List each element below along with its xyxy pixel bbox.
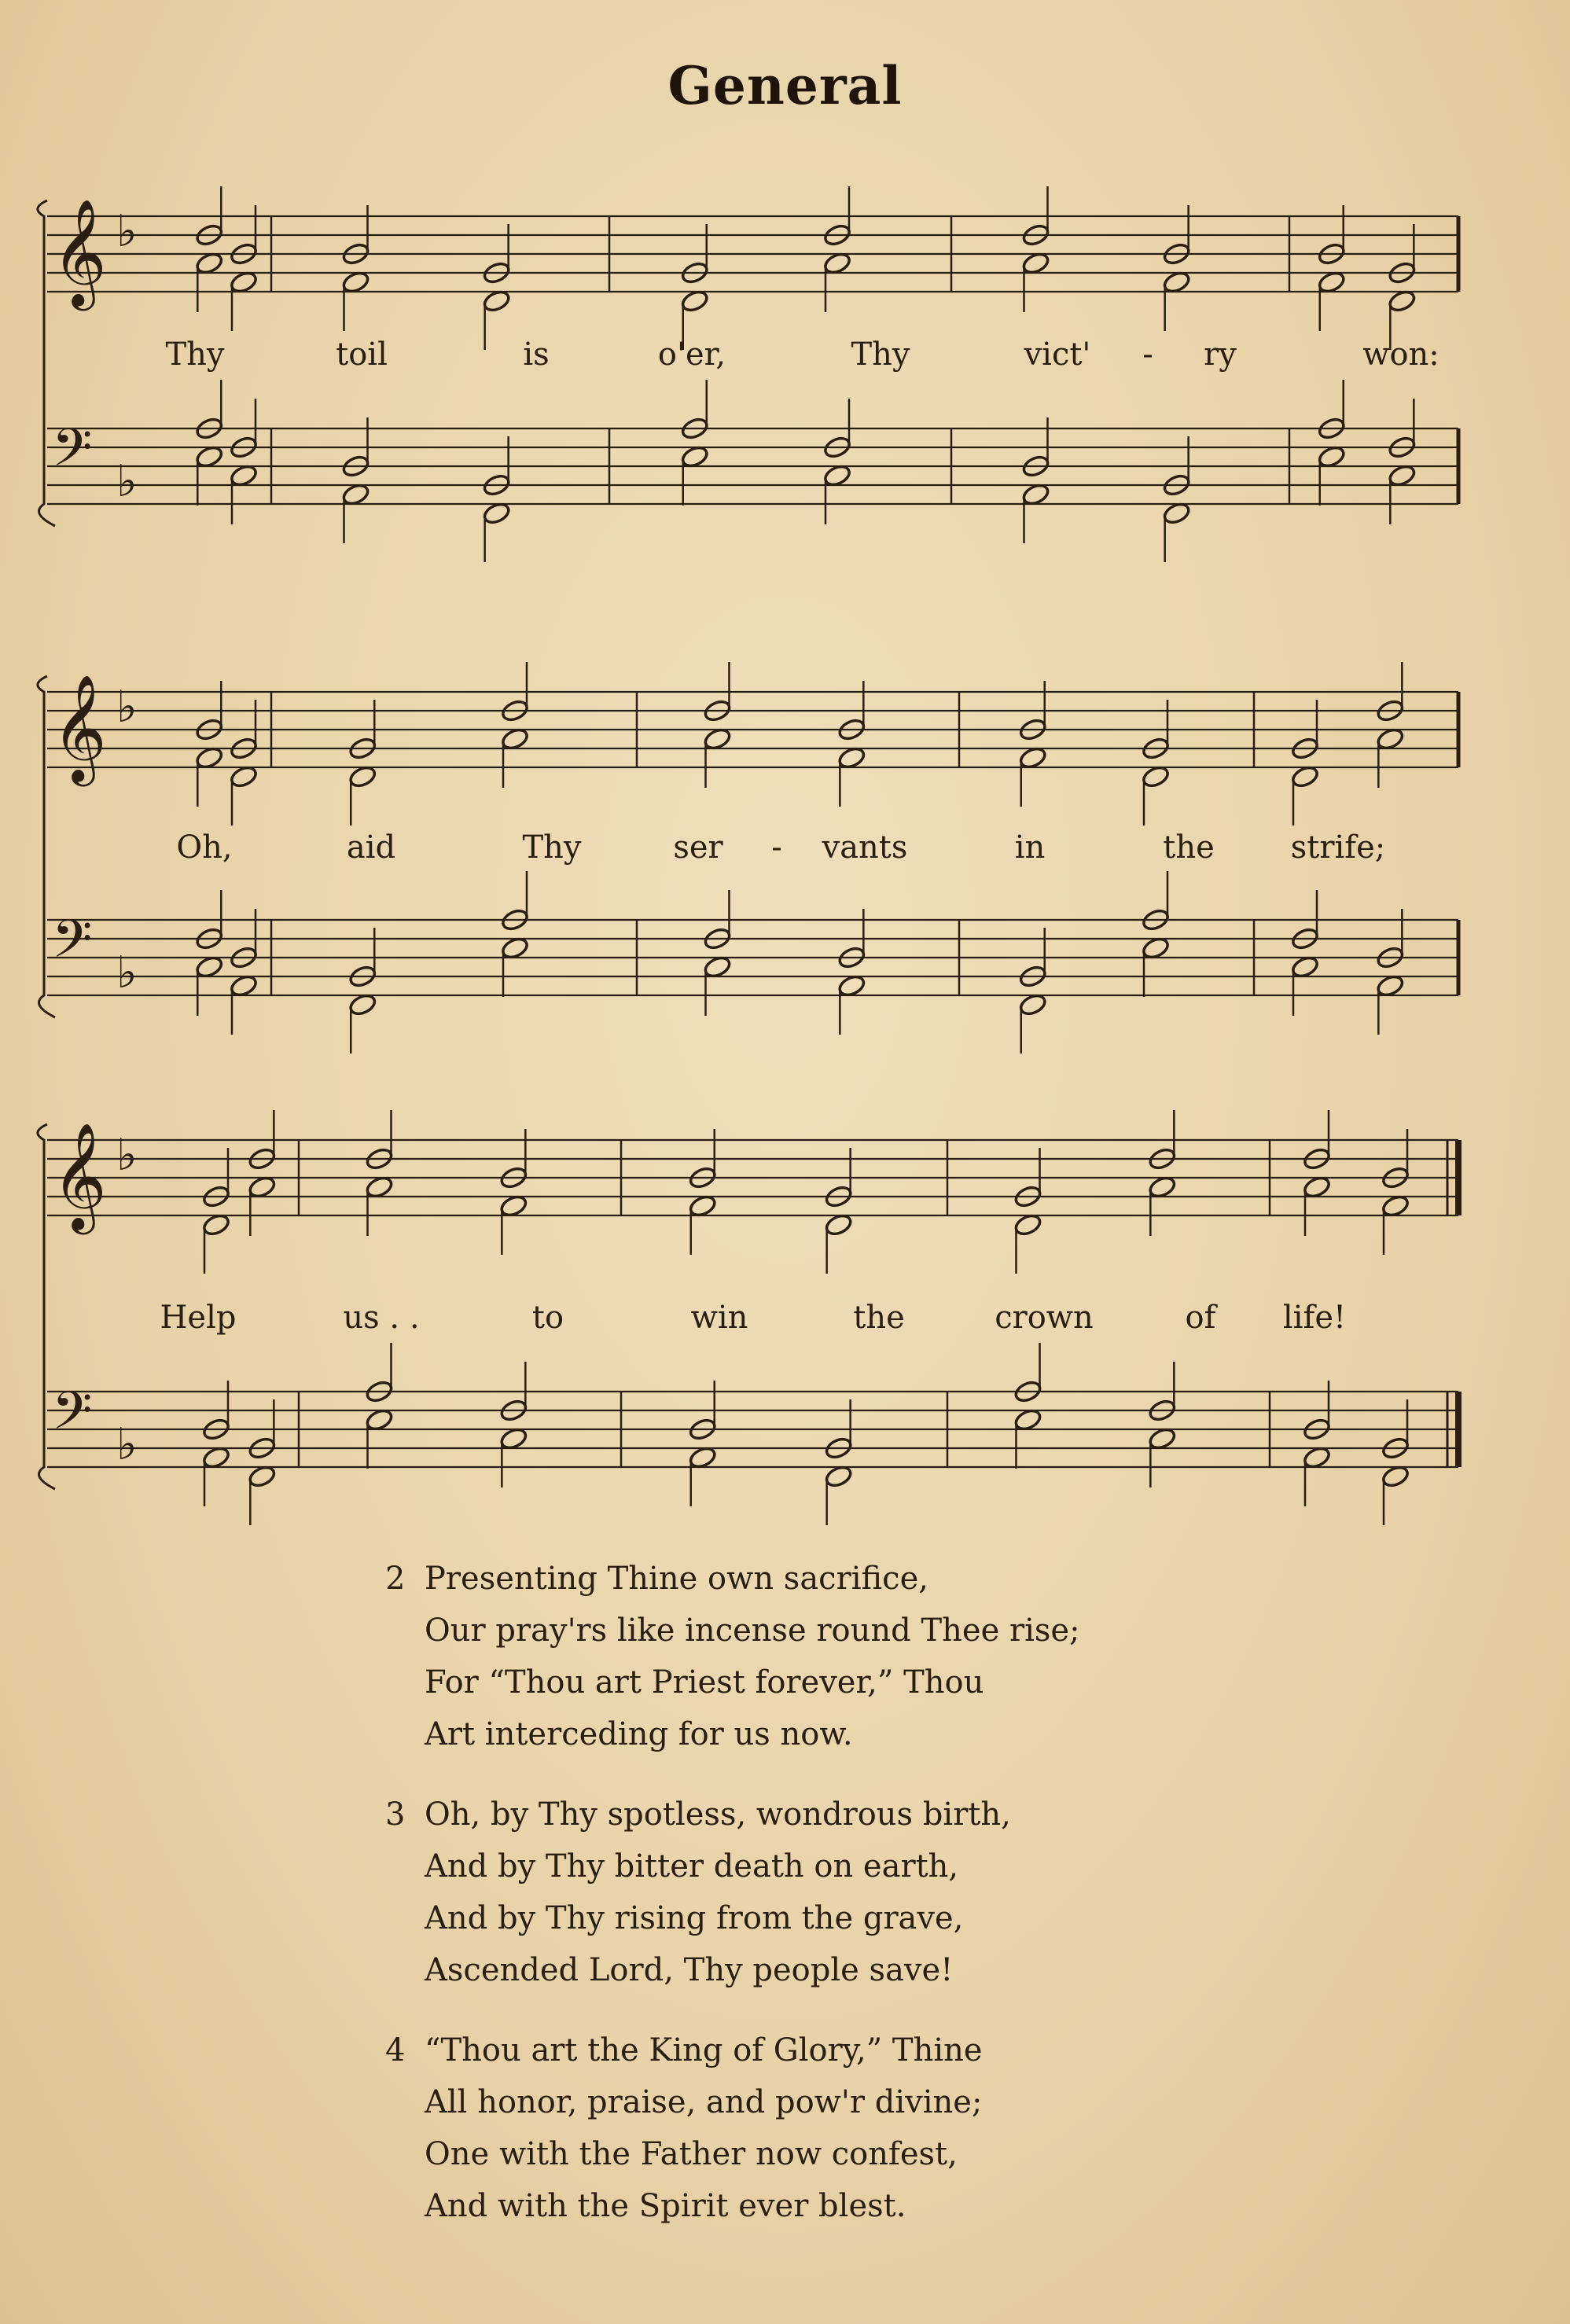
bass-clef-icon: 𝄢 xyxy=(52,417,93,491)
lyric-word: of xyxy=(1185,1300,1216,1336)
lyric-word: vict' xyxy=(1024,336,1091,373)
flat-icon: ♭ xyxy=(116,682,138,733)
verse-line: And by Thy rising from the grave, xyxy=(425,1900,964,1936)
bass-clef-icon: 𝄢 xyxy=(52,909,93,982)
verse-2 xyxy=(385,1553,1080,1760)
lyric-word: won: xyxy=(1362,336,1439,373)
flat-icon: ♭ xyxy=(116,947,138,998)
lyric-word: us . . xyxy=(343,1300,420,1336)
verse-line: And by Thy bitter death on earth, xyxy=(425,1848,959,1885)
treble-clef-icon: 𝄞 xyxy=(52,673,107,781)
lyric-word: aid xyxy=(346,829,396,866)
verse-line: Art interceding for us now. xyxy=(425,1716,853,1752)
flat-icon: ♭ xyxy=(116,456,138,507)
lyric-word: - xyxy=(771,829,782,866)
lyric-word: is xyxy=(523,336,550,373)
lyric-word: strife; xyxy=(1290,829,1386,866)
verse-number: 3 xyxy=(385,1796,406,1833)
verse-line: For “Thou art Priest forever,” Thou xyxy=(425,1664,984,1701)
lyric-word: Thy xyxy=(851,336,910,373)
lyric-word: vants xyxy=(822,829,908,866)
verse-line: All honor, praise, and pow'r divine; xyxy=(425,2084,983,2120)
lyrics-system-3 xyxy=(0,1300,1570,1347)
verse-number: 2 xyxy=(385,1561,406,1597)
flat-icon: ♭ xyxy=(116,1130,138,1181)
lyrics-system-2 xyxy=(0,829,1570,877)
lyric-word: Thy xyxy=(165,336,225,373)
lyric-word: ser xyxy=(673,829,723,866)
verse-line: Presenting Thine own sacrifice, xyxy=(425,1561,928,1597)
lyric-word: Help xyxy=(160,1300,237,1336)
verse-line: Ascended Lord, Thy people save! xyxy=(425,1952,954,1988)
treble-clef-icon: 𝄞 xyxy=(52,197,107,306)
lyric-word: in xyxy=(1014,829,1046,866)
lyric-word: toil xyxy=(336,336,388,373)
page-title: General xyxy=(667,55,903,116)
lyric-word: o'er, xyxy=(657,336,726,373)
lyric-word: - xyxy=(1142,336,1153,373)
lyric-word: win xyxy=(690,1300,748,1336)
verse-line: Our pray'rs like incense round Thee rise; xyxy=(425,1612,1080,1649)
verse-line: One with the Father now confest, xyxy=(425,2136,958,2172)
verse-line: Oh, by Thy spotless, wondrous birth, xyxy=(425,1796,1011,1833)
flat-icon: ♭ xyxy=(116,206,138,257)
verse-number: 4 xyxy=(385,2032,406,2068)
verse-3 xyxy=(385,1789,1080,1996)
verse-line: “Thou art the King of Glory,” Thine xyxy=(425,2032,983,2068)
verse-4 xyxy=(385,2024,1080,2232)
verses xyxy=(385,1553,1080,2260)
verse-line: And with the Spirit ever blest. xyxy=(425,2188,906,2224)
lyric-word: the xyxy=(853,1300,905,1336)
lyric-word: ry xyxy=(1204,336,1237,373)
lyric-word: to xyxy=(531,1300,564,1336)
lyric-word: crown xyxy=(995,1300,1094,1336)
lyric-word: life! xyxy=(1282,1300,1347,1336)
lyrics-system-1 xyxy=(0,336,1570,384)
flat-icon: ♭ xyxy=(116,1419,138,1470)
bass-clef-icon: 𝄢 xyxy=(52,1381,93,1454)
lyric-word: Thy xyxy=(522,829,582,866)
lyric-word: Oh, xyxy=(176,829,233,866)
lyric-word: the xyxy=(1163,829,1215,866)
treble-clef-icon: 𝄞 xyxy=(52,1121,107,1230)
